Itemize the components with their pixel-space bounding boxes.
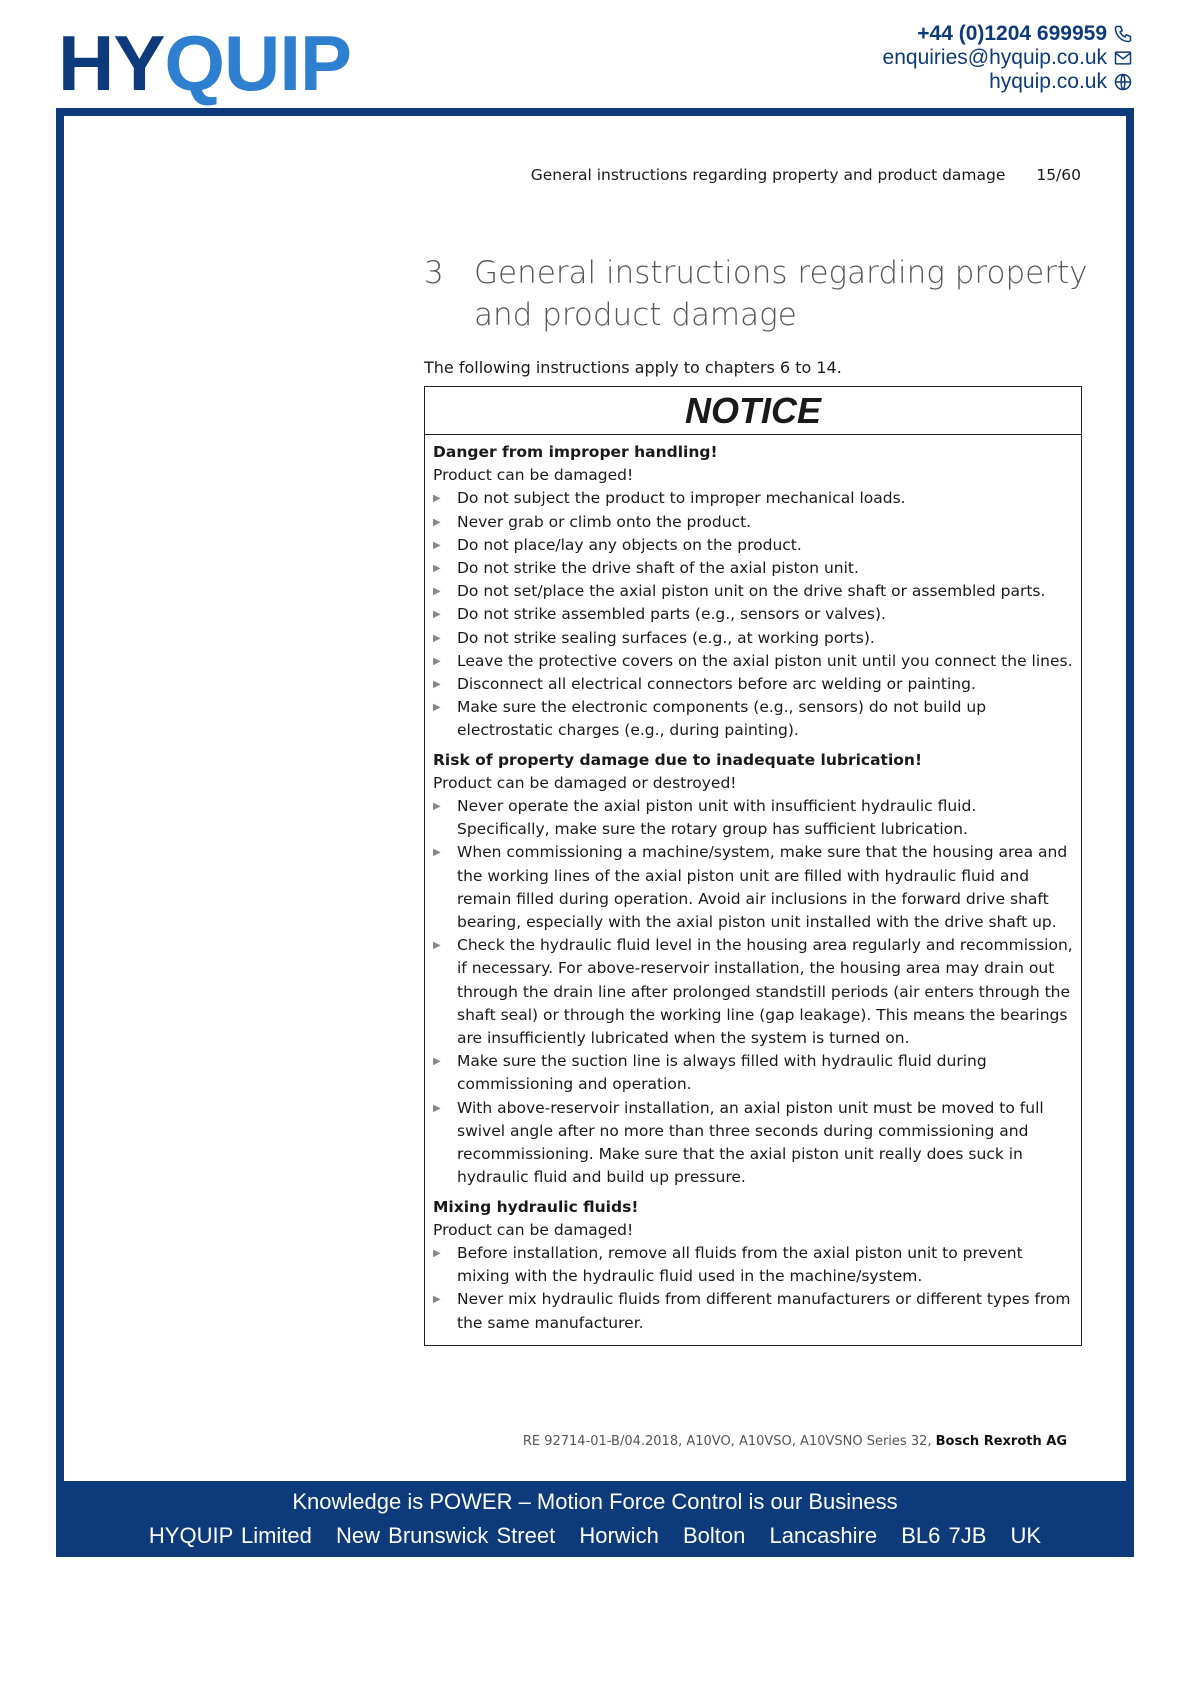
footer-banner	[56, 1481, 1134, 1557]
list-item: ▶ Disconnect all electrical connectors before arc welding or painting.	[433, 673, 1073, 696]
doc-ref-company: Bosch Rexroth AG	[935, 1434, 1067, 1449]
footer-address	[56, 1523, 1134, 1549]
address-part: New Brunswick Street	[336, 1523, 556, 1548]
section-title: Danger from improper handling!	[433, 443, 718, 461]
list-item: ▶ Do not strike the drive shaft of the axial piston unit.	[433, 557, 1073, 580]
list-item: ▶ Never mix hydraulic fluids from different manufacturers or different types from the same manufacturer.	[433, 1288, 1073, 1334]
instruction-list	[433, 795, 1073, 1189]
running-header	[531, 166, 1081, 184]
section-subtitle: Product can be damaged or destroyed!	[433, 773, 737, 792]
phone-icon	[1113, 24, 1133, 44]
section-subtitle: Product can be damaged!	[433, 466, 634, 485]
notice-box	[424, 386, 1082, 1346]
list-item: ▶ Make sure the electronic components (e.g., sensors) do not build up electrostatic charges (e.g., during painting).	[433, 696, 1073, 742]
list-item: ▶ Never operate the axial piston unit with insufficient hydraulic fluid. Specifically, make sure the rotary group has sufficient lubrication.	[433, 795, 1073, 841]
notice-heading: NOTICE	[425, 387, 1081, 435]
list-item: ▶ Do not subject the product to improper mechanical loads.	[433, 487, 1073, 510]
address-part: Bolton	[682, 1523, 746, 1548]
notice-section	[433, 749, 1073, 1190]
address-part: Horwich	[579, 1523, 659, 1548]
list-item: ▶ Never grab or climb onto the product.	[433, 511, 1073, 534]
footer-slogan: Knowledge is POWER – Motion Force Control is our Business	[292, 1489, 898, 1514]
intro-text: The following instructions apply to chapters 6 to 14.	[424, 358, 842, 377]
list-item: ▶ With above-reservoir installation, an axial piston unit must be moved to full swivel angle after no more than three seconds during commissioning and recommissioning. Make sure that the axial piston unit really does suck in hydraulic fluid and build up pressure.	[433, 1097, 1073, 1190]
list-item: ▶ When commissioning a machine/system, make sure that the housing area and the working lines of the axial piston unit are filled with hydraulic fluid and remain filled during operation. Avoid air inclusions in the forward drive shaft bearing, especially with the axial piston unit installed with the drive shaft up.	[433, 841, 1073, 934]
globe-icon	[1113, 72, 1133, 92]
doc-ref-text: RE 92714-01-B/04.2018, A10VO, A10VSO, A10VSNO Series 32,	[522, 1434, 932, 1449]
address-part: BL6 7JB	[901, 1523, 987, 1548]
section-title: Risk of property damage due to inadequate lubrication!	[433, 750, 923, 769]
contact-email[interactable]: enquiries@hyquip.co.uk	[882, 46, 1107, 69]
address-part: UK	[1010, 1523, 1042, 1548]
chapter-title: General instructions regarding property and product damage	[474, 255, 1088, 333]
list-item: ▶ Do not set/place the axial piston unit on the drive shaft or assembled parts.	[433, 580, 1073, 603]
notice-body	[425, 435, 1081, 1345]
envelope-icon	[1113, 48, 1133, 68]
list-item: ▶ Do not strike sealing surfaces (e.g., at working ports).	[433, 627, 1073, 650]
notice-section	[433, 441, 1073, 743]
contact-web-row	[883, 70, 1133, 94]
logo-part-quip: QUIP	[164, 19, 352, 107]
address-part: Lancashire	[769, 1523, 878, 1548]
instruction-list	[433, 487, 1073, 742]
list-item: ▶ Before installation, remove all fluids from the axial piston unit to prevent mixing with the hydraulic fluid used in the machine/system.	[433, 1242, 1073, 1288]
document-reference	[523, 1434, 1067, 1449]
contact-phone[interactable]: +44 (0)1204 699959	[917, 22, 1107, 45]
page-number: 15/60	[1036, 166, 1081, 184]
section-title: Mixing hydraulic fluids!	[433, 1197, 639, 1216]
list-item: ▶ Do not strike assembled parts (e.g., sensors or valves).	[433, 603, 1073, 626]
list-item: ▶ Make sure the suction line is always filled with hydraulic fluid during commissioning and operation.	[433, 1050, 1073, 1096]
list-item: ▶ Do not place/lay any objects on the product.	[433, 534, 1073, 557]
section-subtitle: Product can be damaged!	[433, 1220, 634, 1239]
chapter-heading	[424, 252, 1094, 336]
chapter-number: 3	[424, 255, 444, 291]
contact-phone-row	[883, 22, 1133, 46]
contact-block	[883, 22, 1133, 94]
contact-email-row	[883, 46, 1133, 70]
running-title: General instructions regarding property and product damage	[530, 166, 1006, 184]
instruction-list	[433, 1242, 1073, 1335]
contact-web[interactable]: hyquip.co.uk	[989, 70, 1107, 93]
notice-section	[433, 1196, 1073, 1335]
logo-part-hy: HY	[58, 19, 165, 107]
list-item: ▶ Check the hydraulic fluid level in the housing area regularly and recommission, if necessary. For above-reservoir installation, the housing area may drain out through the drain line after prolonged standstill periods (air enters through the shaft seal) or through the working line (gap leakage). This means the bearings are insufficiently lubricated when the system is turned on.	[433, 934, 1073, 1050]
hyquip-logo	[58, 19, 352, 107]
address-part: HYQUIP Limited	[148, 1523, 312, 1548]
list-item: ▶ Leave the protective covers on the axial piston unit until you connect the lines.	[433, 650, 1073, 673]
